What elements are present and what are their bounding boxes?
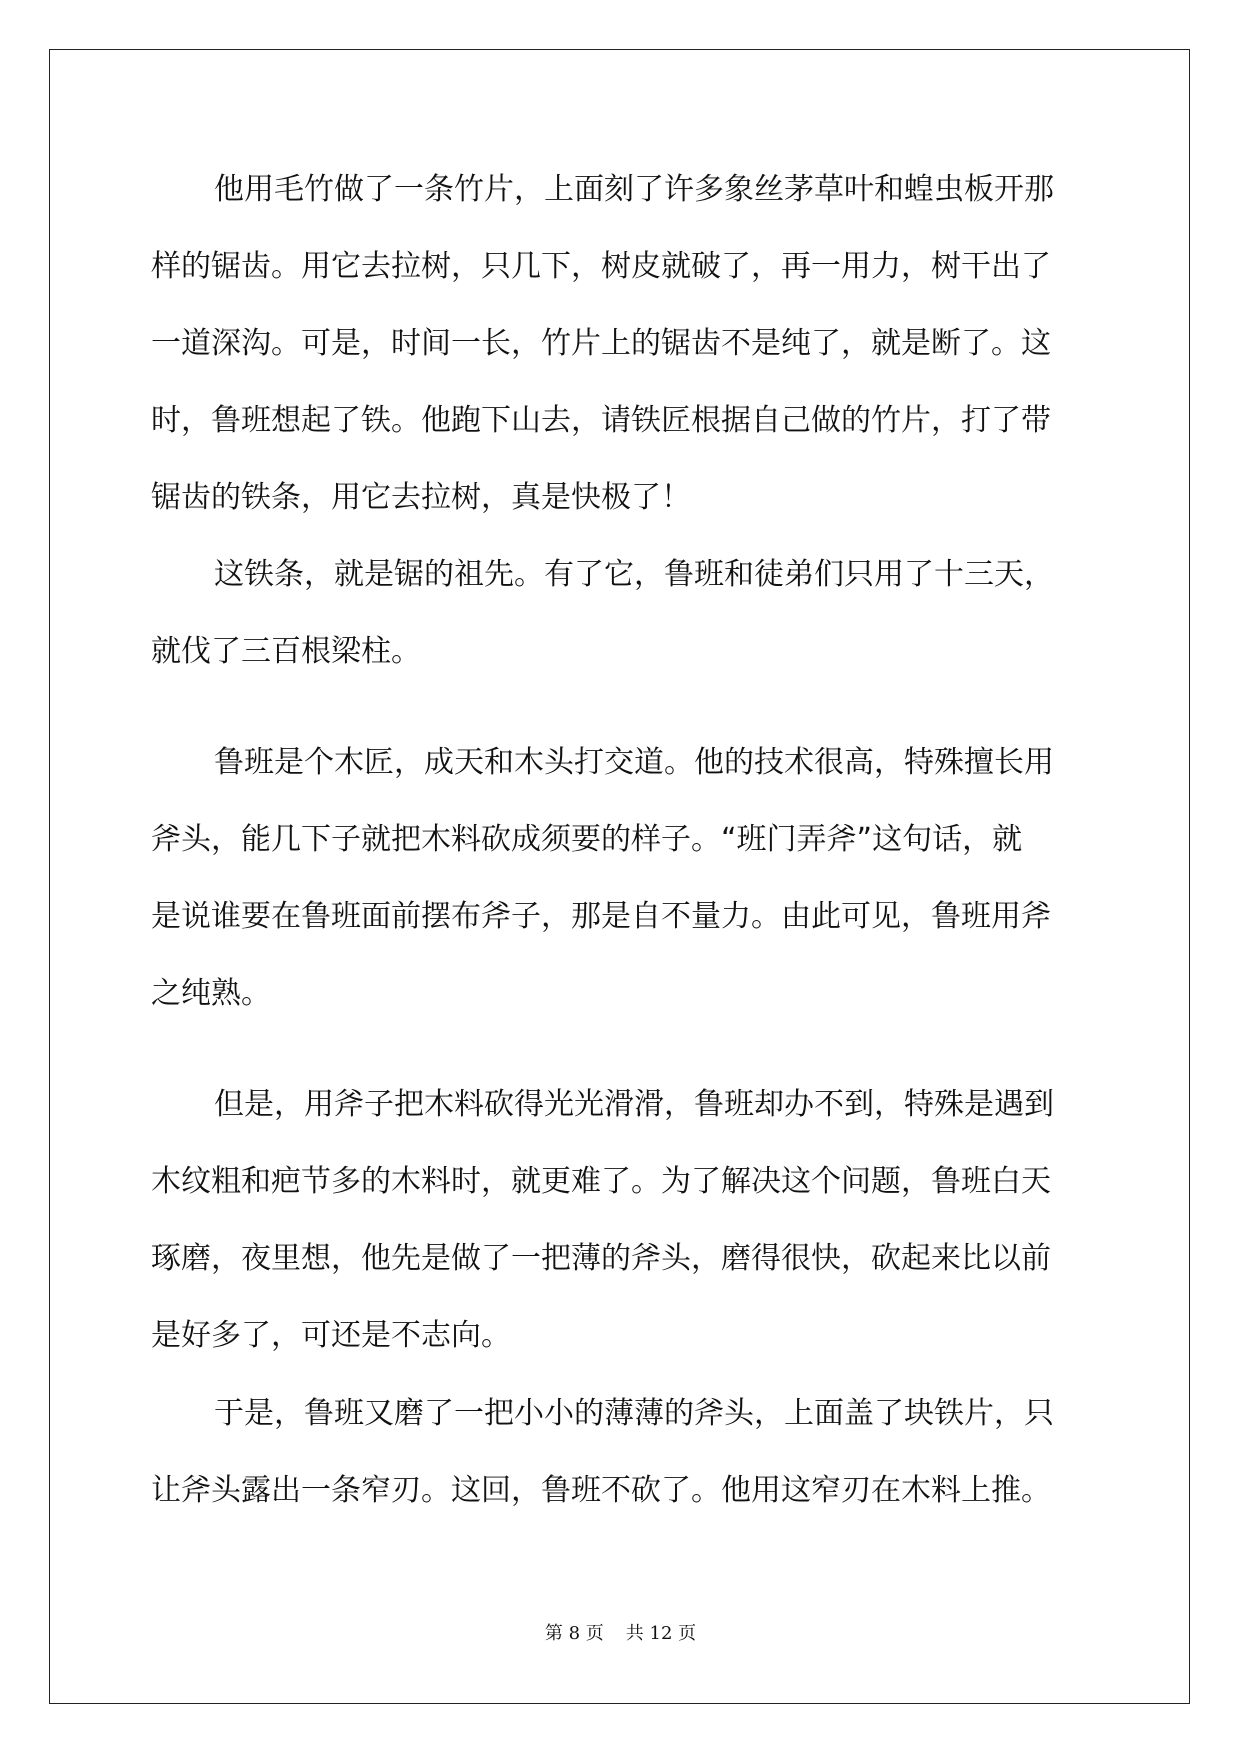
text-line: 于是，鲁班又磨了一把小小的薄薄的斧头，上面盖了块铁片，只 [214,1396,1054,1431]
text-line: 是好多了，可还是不志向。 [151,1318,511,1353]
text-line: 一道深沟。可是，时间一长，竹片上的锯齿不是纯了，就是断了。这 [151,326,1051,361]
page-border [49,49,1190,1704]
text-line: 是说谁要在鲁班面前摆布斧子，那是自不量力。由此可见，鲁班用斧 [151,899,1051,934]
text-line: 斧头，能几下子就把木料砍成须要的样子。“班门弄斧”这句话，就 [151,822,1023,857]
text-line: 这铁条，就是锯的祖先。有了它，鲁班和徒弟们只用了十三天， [214,557,1054,592]
text-line: 锯齿的铁条，用它去拉树，真是快极了！ [151,480,691,515]
text-line: 鲁班是个木匠，成天和木头打交道。他的技术很高，特殊擅长用 [214,745,1054,780]
page-footer [0,1622,1241,1646]
text-line: 时，鲁班想起了铁。他跑下山去，请铁匠根据自己做的竹片，打了带 [151,403,1051,438]
page-number: 第 8 页 [544,1623,604,1644]
text-line: 之纯熟。 [151,976,271,1011]
text-line: 样的锯齿。用它去拉树，只几下，树皮就破了，再一用力，树干出了 [151,249,1051,284]
text-line: 琢磨，夜里想，他先是做了一把薄的斧头，磨得很快，砍起来比以前 [151,1241,1051,1276]
text-line: 木纹粗和疤节多的木料时，就更难了。为了解决这个问题，鲁班白天 [151,1164,1051,1199]
text-line: 他用毛竹做了一条竹片，上面刻了许多象丝茅草叶和蝗虫板开那 [214,172,1054,207]
text-line: 就伐了三百根梁柱。 [151,634,421,669]
text-line: 但是，用斧子把木料砍得光光滑滑，鲁班却办不到，特殊是遇到 [214,1087,1054,1122]
text-line: 让斧头露出一条窄刃。这回，鲁班不砍了。他用这窄刃在木料上推。 [151,1473,1051,1508]
page-total: 共 12 页 [625,1623,697,1644]
